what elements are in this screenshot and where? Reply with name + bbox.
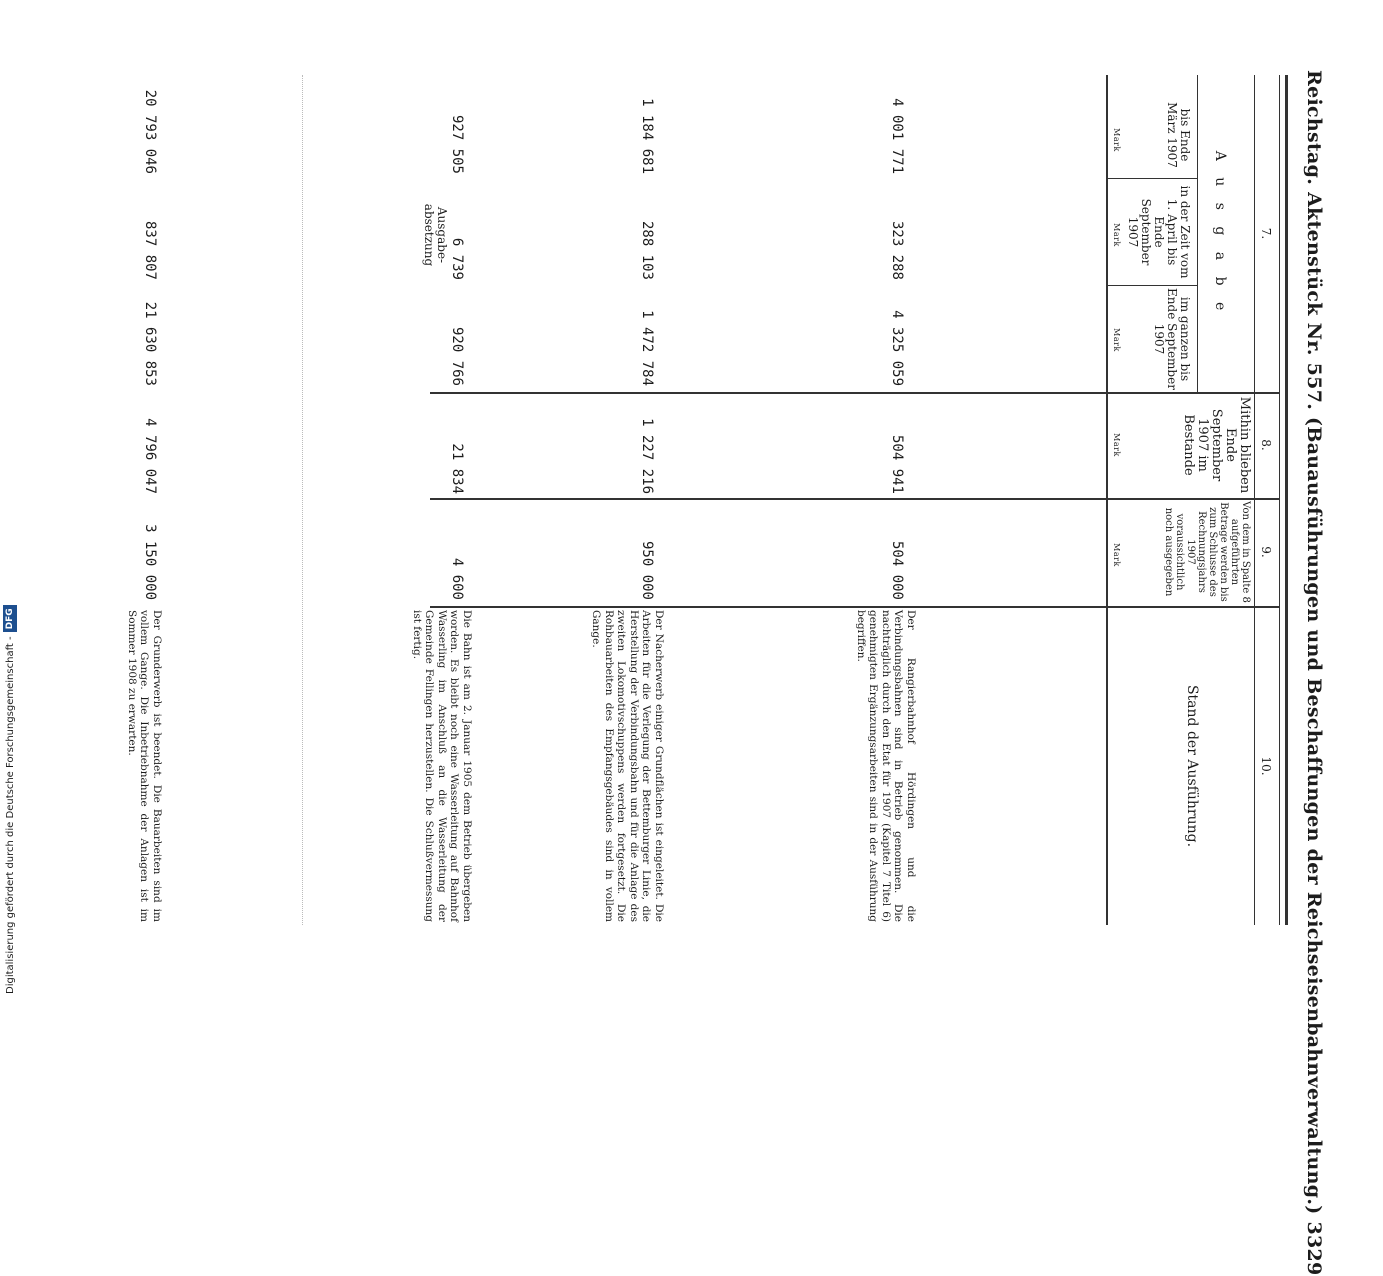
row1-stand: Der Rangierbahnhof Hördingen und die Verbindungsbahnen sind in Betrieb genommen. Die nachträglich durch den Etat für 1907 (Kapitel 7 Titel 6) genehmigten Ergänzungsarbeiten sind in der Ausführung begriffen. — [855, 610, 917, 922]
sep-c7b-c7c — [1108, 285, 1198, 286]
row3-ausgabe-absetzung: Ausgabe-absetzung — [422, 203, 449, 267]
ausgabe-rule — [1197, 75, 1198, 392]
top-rule-thin — [1279, 75, 1280, 925]
row2-noch-aus: 950 000 — [639, 540, 655, 600]
unit-mark-7b: Mark — [1112, 223, 1121, 247]
page-title: Reichstag. Aktenstück Nr. 557. (Bauausführungen und Beschaffungen der Reichseisenbahnverwaltung.) 3329 — [1303, 70, 1325, 1276]
col7a-header: bis Ende März 1907 — [1165, 102, 1192, 168]
row2-bestand: 1 227 216 — [639, 418, 655, 494]
colnum-rule — [1254, 75, 1255, 925]
row4-noch-aus: 3 150 000 — [142, 524, 158, 600]
col8-header: Mithin blieben Ende September 1907 im Bestande — [1181, 396, 1252, 494]
unit-mark-7c: Mark — [1112, 328, 1121, 352]
col8-number: 8. — [1259, 439, 1273, 451]
unit-mark-7a: Mark — [1112, 128, 1121, 152]
row1-bis-maerz: 4 001 771 — [889, 98, 905, 174]
sep-c9-c10 — [430, 606, 1280, 608]
sep-c8-c9 — [430, 498, 1280, 500]
col7c-header: im ganzen bis Ende September 1907 — [1152, 288, 1192, 390]
top-rule — [1285, 75, 1288, 925]
col7b-header: in der Zeit vom 1. April bis Ende September 1907 — [1126, 185, 1192, 279]
row2-apr-sep: 288 103 — [639, 220, 655, 280]
row3-gesamt: 920 766 — [449, 326, 465, 386]
row4-apr-sep: 837 807 — [142, 220, 158, 280]
unit-mark-8: Mark — [1112, 433, 1121, 457]
row4-bestand: 4 796 047 — [142, 418, 158, 494]
row2-bis-maerz: 1 184 681 — [639, 98, 655, 174]
col9-header: Von dem in Spalte 8 aufgeführten Betrage werden bis zum Schlusse des Rechnungsjahrs 1907 voraussichtlich noch ausgegeben — [1163, 501, 1251, 603]
row2-gesamt: 1 472 784 — [639, 310, 655, 386]
row2-stand: Der Nacherwerb einiger Grundflächen ist eingeleitet. Die Arbeiten für die Verlegung der Bettemburger Linie, die Herstellung der Verbindungsbahn und für die Anlage des zweiten Lokomotivschuppens werden fortgesetzt. Die Rohbauarbeiten des Empfangsgebäudes sind in vollem Gange. — [590, 610, 665, 922]
row4-bis-maerz: 20 793 046 — [142, 89, 158, 174]
row1-bestand: 504 941 — [889, 434, 905, 494]
row3-bestand: 21 834 — [449, 443, 465, 494]
sep-c7-c8 — [430, 392, 1280, 394]
header-bottom-rule — [1106, 75, 1108, 925]
row1-gesamt: 4 325 059 — [889, 310, 905, 386]
row3-bis-maerz: 927 505 — [449, 114, 465, 174]
col7-number: 7. — [1259, 227, 1273, 240]
col7-group-label: A u s g a b e — [1212, 150, 1228, 317]
credit-text: Digitalisierung gefördert durch die Deutsche Forschungsgemeinschaft - — [5, 636, 16, 994]
row1-noch-aus: 504 000 — [889, 540, 905, 600]
col10-header: Stand der Ausführung. — [1184, 684, 1200, 848]
row3-noch-aus: 4 600 — [449, 557, 465, 600]
row1-apr-sep: 323 288 — [889, 220, 905, 280]
dfg-logo: DFG — [3, 605, 17, 632]
row3-stand: Die Bahn ist am 2. Januar 1905 dem Betrieb übergeben worden. Es bleibt noch eine Wasserleitung auf Bahnhof Wasserling im Anschluß an die Wasserleitung der Gemeinde Fellingen herzustellen. Die Schlußvermessung ist fertig. — [411, 610, 473, 922]
unit-mark-9: Mark — [1112, 543, 1121, 567]
row4-stand: Der Grunderwerb ist beendet. Die Bauarbeiten sind im vollem Gange. Die Inbetriebnahme der Anlagen ist im Sommer 1908 zu erwarten. — [126, 610, 163, 922]
row4-gesamt: 21 630 853 — [142, 301, 158, 386]
row3-apr-sep: 6 739 — [449, 237, 465, 280]
col10-number: 10. — [1259, 756, 1273, 776]
col9-number: 9. — [1259, 546, 1273, 558]
sep-c7a-c7b — [1108, 178, 1198, 179]
row-separator — [302, 75, 303, 925]
